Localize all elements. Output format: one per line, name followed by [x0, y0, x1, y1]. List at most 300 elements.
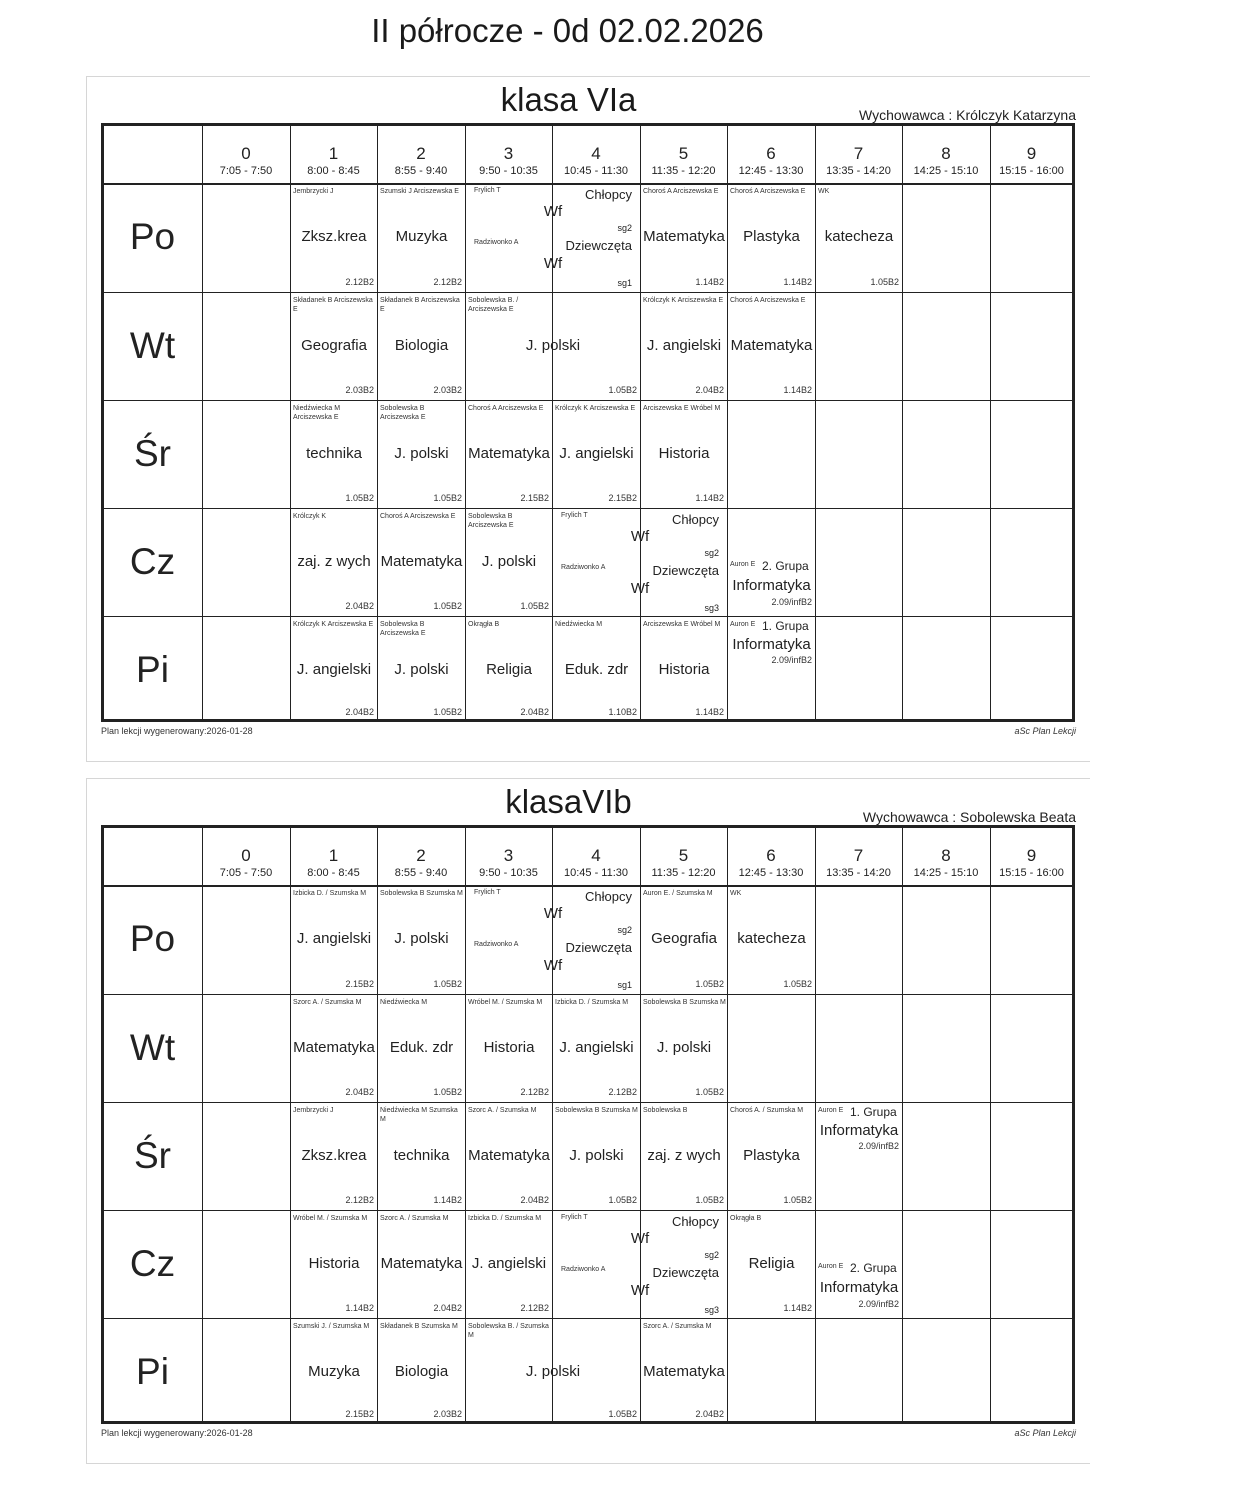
lesson-room: 1.05B2 [433, 707, 462, 717]
day-label: Śr [134, 433, 171, 474]
period-header [902, 828, 990, 885]
lesson-room: 1.05B2 [695, 1195, 724, 1205]
lesson-teacher: Sobolewska B Arciszewska E [380, 621, 426, 637]
lesson-cell [641, 617, 727, 722]
day-label: Wt [129, 1027, 176, 1068]
lesson-teacher: Izbicka D. / Szumska M [555, 999, 629, 1006]
lesson-group: 2. Grupa [850, 1261, 897, 1275]
lesson-teacher: Frylich T [474, 889, 501, 896]
lesson-subject: Historia [658, 445, 710, 462]
lesson-room: 2.12B2 [345, 1195, 374, 1205]
lesson-teacher: Frylich T [561, 512, 588, 519]
lesson-teacher: Składanek B Arciszewska E [293, 297, 373, 313]
generated-note: Plan lekcji wygenerowany:2026-01-28 [101, 726, 253, 736]
lesson-group: Chłopcy [585, 187, 632, 202]
lesson-teacher: Choroś A Arciszewska E [730, 188, 806, 195]
lesson-subgroup: sg1 [617, 980, 632, 990]
lesson-cell [378, 509, 465, 616]
lesson-subject: J. polski [481, 553, 537, 570]
lesson-teacher: Auron E [730, 621, 756, 628]
lesson-cell [553, 1103, 640, 1210]
lesson-teacher: Radziwonko A [561, 1266, 606, 1273]
lesson-room: 1.05B2 [783, 1195, 812, 1205]
lesson-teacher: Choroś A. / Szumska M [730, 1107, 804, 1114]
lesson-subgroup: sg2 [617, 925, 632, 935]
grid-column-line [902, 126, 903, 719]
period-header [377, 828, 465, 885]
day-label: Po [129, 918, 176, 959]
lesson-cell [728, 293, 815, 400]
lesson-cell [466, 509, 552, 616]
class-title: klasaVIb [505, 783, 632, 820]
lesson-cell [466, 1103, 552, 1210]
lesson-cell [466, 401, 552, 508]
lesson-subject: J. polski [394, 930, 449, 947]
lesson-room: 2.12B2 [608, 1087, 637, 1097]
lesson-cell [291, 995, 377, 1102]
lesson-teacher: Radziwonko A [561, 564, 606, 571]
lesson-cell [466, 995, 552, 1102]
lesson-room: 1.05B2 [433, 601, 462, 611]
lesson-teacher: Szorc A. / Szumska M [293, 999, 362, 1006]
period-time: 7:05 - 7:50 [219, 867, 273, 879]
lesson-cell [378, 1319, 465, 1424]
period-time: 9:50 - 10:35 [479, 165, 538, 177]
lesson-subject: Informatyka [732, 577, 811, 594]
lesson-group: Dziewczęta [652, 1265, 719, 1280]
day-label: Cz [129, 541, 176, 582]
lesson-subject: J. angielski [296, 930, 372, 947]
lesson-group: 1. Grupa [850, 1105, 897, 1119]
period-header [377, 126, 465, 183]
lesson-subject: J. angielski [559, 445, 634, 462]
lesson-room: 2.04B2 [695, 385, 724, 395]
lesson-group: Chłopcy [672, 512, 719, 527]
lesson-room: 2.03B2 [433, 1409, 462, 1419]
lesson-cell [728, 1103, 815, 1210]
lesson-teacher: Choroś A Arciszewska E [643, 188, 719, 195]
period-number: 8 [941, 144, 951, 163]
document-title: II półrocze - 0d 02.02.2026 [371, 12, 764, 49]
lesson-cell [553, 401, 640, 508]
lesson-subject: Religia [748, 1255, 795, 1272]
period-number: 5 [678, 144, 689, 163]
lesson-group: Dziewczęta [565, 940, 632, 955]
lesson-teacher: Auron E [818, 1107, 844, 1114]
lesson-group: 1. Grupa [762, 619, 809, 633]
period-time: 8:55 - 9:40 [394, 165, 448, 177]
lesson-subject: Biologia [394, 1363, 449, 1380]
lesson-subject: Muzyka [395, 228, 448, 245]
lesson-teacher: Okrągła B [468, 621, 500, 628]
lesson-room: 2.04B2 [345, 1087, 374, 1097]
lesson-room: 2.04B2 [520, 1195, 549, 1205]
lesson-room: 1.14B2 [695, 707, 724, 717]
lesson-teacher: Frylich T [474, 187, 501, 194]
period-time: 9:50 - 10:35 [479, 867, 538, 879]
lesson-room: 2.12B2 [345, 277, 374, 287]
day-label: Śr [134, 1135, 171, 1176]
period-number: 6 [766, 846, 776, 865]
lesson-subgroup: sg3 [704, 603, 719, 613]
lesson-subject: J. angielski [471, 1255, 547, 1272]
day-label: Cz [129, 1243, 176, 1284]
period-time: 12:45 - 13:30 [738, 165, 804, 177]
lesson-subject: Wf [630, 580, 650, 597]
lesson-teacher: Choroś A Arciszewska E [730, 297, 806, 304]
lesson-cell [378, 995, 465, 1102]
lesson-subject: J. angielski [559, 1039, 634, 1056]
lesson-room: 1.14B2 [783, 1303, 812, 1313]
lesson-subgroup: sg2 [704, 548, 719, 558]
lesson-teacher: Królczyk K Arciszewska E [643, 297, 724, 304]
lesson-cell [728, 509, 815, 616]
lesson-subject: technika [306, 445, 362, 462]
lesson-teacher: Wróbel M. / Szumska M [293, 1215, 368, 1222]
lesson-subject: Historia [308, 1255, 360, 1272]
lesson-subject: Informatyka [819, 1122, 899, 1139]
day-label: Pi [136, 649, 169, 690]
lesson-cell [466, 886, 640, 994]
lesson-subject: Matematyka [293, 1039, 375, 1056]
lesson-room: 1.14B2 [783, 277, 812, 287]
lesson-subject: J. polski [525, 337, 581, 354]
lesson-cell [728, 886, 815, 994]
lesson-room: 2.04B2 [345, 707, 374, 717]
lesson-subject: Informatyka [732, 636, 811, 653]
lesson-teacher: Sobolewska B Arciszewska E [380, 405, 426, 421]
lesson-cell [553, 1211, 727, 1318]
lesson-subject: Zksz.krea [301, 1147, 367, 1164]
lesson-cell [291, 1319, 377, 1424]
lesson-group: Dziewczęta [652, 563, 719, 578]
lesson-cell [466, 184, 640, 292]
lesson-subject: Eduk. zdr [564, 661, 629, 678]
lesson-room: 1.14B2 [345, 1303, 374, 1313]
lesson-room: 1.05B2 [608, 385, 637, 395]
period-header [640, 828, 727, 885]
lesson-cell [291, 401, 377, 508]
timetable-grid [101, 123, 1075, 722]
lesson-subject: Wf [543, 905, 563, 922]
period-header [990, 126, 1073, 183]
lesson-room: 2.15B2 [520, 493, 549, 503]
lesson-subject: Geografia [301, 337, 367, 354]
lesson-subject: katecheza [824, 228, 894, 245]
lesson-teacher: Choroś A Arciszewska E [380, 513, 456, 520]
lesson-room: 1.05B2 [345, 493, 374, 503]
lesson-subject: Wf [543, 255, 563, 272]
lesson-subject: Matematyka [643, 228, 725, 245]
lesson-teacher: Radziwonko A [474, 941, 519, 948]
period-number: 3 [503, 846, 514, 865]
lesson-cell [378, 617, 465, 722]
lesson-cell [466, 293, 640, 400]
period-number: 2 [416, 144, 426, 163]
lesson-room: 1.14B2 [695, 277, 724, 287]
lesson-cell [553, 617, 640, 722]
lesson-room: 1.05B2 [608, 1409, 637, 1419]
period-header [465, 126, 552, 183]
period-header [202, 828, 290, 885]
class-title: klasa VIa [500, 81, 637, 118]
lesson-subject: Matematyka [730, 337, 813, 354]
lesson-subject: Religia [486, 661, 532, 678]
timetable-grid [101, 825, 1075, 1424]
lesson-cell [291, 886, 377, 994]
class-teacher: Wychowawca : Królczyk Katarzyna [859, 107, 1076, 123]
period-header [727, 126, 815, 183]
lesson-teacher: Składanek B Arciszewska E [380, 297, 460, 313]
lesson-subject: J. polski [525, 1363, 581, 1380]
lesson-cell [553, 509, 727, 616]
grid-column-line [202, 126, 203, 719]
lesson-room: 2.12B2 [520, 1303, 549, 1313]
period-time: 8:00 - 8:45 [307, 165, 360, 177]
timetable-sheet-6b [86, 778, 1090, 1464]
lesson-room: 2.09/infB2 [771, 597, 812, 607]
lesson-cell [641, 184, 727, 292]
lesson-teacher: Jembrzycki J [293, 188, 334, 195]
period-time: 12:45 - 13:30 [738, 867, 804, 879]
period-time: 10:45 - 11:30 [563, 165, 628, 177]
period-number: 5 [678, 846, 689, 865]
software-credit: aSc Plan Lekcji [1014, 726, 1076, 736]
lesson-cell [466, 617, 552, 722]
lesson-room: 1.05B2 [783, 979, 812, 989]
lesson-teacher: Okrągła B [730, 1215, 762, 1222]
period-header [552, 126, 640, 183]
lesson-subject: Matematyka [643, 1363, 725, 1380]
lesson-teacher: Niedźwiecka M Arciszewska E [293, 405, 341, 421]
period-header [640, 126, 727, 183]
lesson-cell [466, 1211, 552, 1318]
lesson-subject: Historia [658, 661, 710, 678]
period-time: 8:00 - 8:45 [307, 867, 360, 879]
lesson-room: 1.05B2 [433, 979, 462, 989]
lesson-cell [378, 1211, 465, 1318]
lesson-room: 2.04B2 [520, 707, 549, 717]
lesson-subject: Matematyka [380, 553, 463, 570]
lesson-subject: Matematyka [468, 1147, 550, 1164]
lesson-teacher: Sobolewska B. / Arciszewska E [468, 297, 519, 313]
lesson-cell [466, 1319, 640, 1424]
lesson-teacher: Szumski J Arciszewska E [380, 188, 459, 195]
lesson-room: 1.05B2 [433, 493, 462, 503]
period-number: 7 [853, 846, 864, 865]
grid-column-line [990, 828, 991, 1421]
lesson-teacher: Szorc A. / Szumska M [643, 1323, 712, 1330]
lesson-subject: Geografia [651, 930, 717, 947]
lesson-teacher: Frylich T [561, 1214, 588, 1221]
lesson-cell [816, 184, 902, 292]
lesson-room: 2.15B2 [345, 979, 374, 989]
period-number: 2 [416, 846, 426, 865]
lesson-subject: Wf [630, 528, 650, 545]
lesson-subject: zaj. z wych [647, 1147, 721, 1164]
lesson-room: 2.09/infB2 [858, 1299, 899, 1309]
period-time: 13:35 - 14:20 [826, 165, 891, 177]
lesson-cell [553, 995, 640, 1102]
period-number: 3 [503, 144, 514, 163]
lesson-teacher: Niedźwiecka M [555, 621, 603, 628]
lesson-teacher: Sobolewska B Szumska M [380, 890, 463, 897]
lesson-cell [378, 293, 465, 400]
period-time: 8:55 - 9:40 [394, 867, 448, 879]
lesson-cell [378, 401, 465, 508]
day-label: Pi [136, 1351, 169, 1392]
period-header [727, 828, 815, 885]
lesson-teacher: Jembrzycki J [293, 1107, 334, 1114]
lesson-cell [641, 1319, 727, 1424]
lesson-group: Chłopcy [672, 1214, 719, 1229]
timetable-sheet-6a [86, 76, 1090, 762]
lesson-room: 1.05B2 [695, 1087, 724, 1097]
day-label: Wt [129, 325, 176, 366]
lesson-subject: J. angielski [296, 661, 372, 678]
lesson-room: 2.04B2 [695, 1409, 724, 1419]
period-number: 1 [328, 144, 339, 163]
lesson-teacher: Sobolewska B Arciszewska E [468, 513, 514, 529]
period-number: 6 [766, 144, 776, 163]
lesson-subject: Informatyka [819, 1279, 899, 1296]
lesson-cell [291, 509, 377, 616]
lesson-cell [291, 184, 377, 292]
lesson-teacher: Sobolewska B [643, 1107, 688, 1114]
day-label: Po [129, 216, 176, 257]
lesson-teacher: Szorc A. / Szumska M [380, 1215, 449, 1222]
period-time: 10:45 - 11:30 [563, 867, 628, 879]
period-number: 9 [1026, 144, 1037, 163]
period-time: 11:35 - 12:20 [651, 165, 716, 177]
lesson-room: 1.14B2 [433, 1195, 462, 1205]
lesson-teacher: Królczyk K [293, 513, 327, 520]
lesson-teacher: Sobolewska B Szumska M [643, 999, 726, 1006]
lesson-room: 1.05B2 [695, 979, 724, 989]
lesson-cell [641, 995, 727, 1102]
lesson-subject: technika [393, 1147, 450, 1164]
lesson-cell [728, 617, 815, 722]
lesson-teacher: Królczyk K Arciszewska E [293, 621, 374, 628]
lesson-room: 2.12B2 [520, 1087, 549, 1097]
lesson-subject: J. polski [656, 1039, 712, 1056]
period-time: 14:25 - 15:10 [913, 867, 979, 879]
lesson-room: 1.14B2 [695, 493, 724, 503]
period-header [290, 126, 377, 183]
lesson-teacher: Radziwonko A [474, 239, 519, 246]
software-credit: aSc Plan Lekcji [1014, 1428, 1076, 1438]
period-header [815, 126, 902, 183]
lesson-group: Dziewczęta [565, 238, 632, 253]
lesson-room: 2.03B2 [345, 385, 374, 395]
period-time: 11:35 - 12:20 [651, 867, 716, 879]
period-time: 14:25 - 15:10 [913, 165, 979, 177]
lesson-room: 1.05B2 [870, 277, 899, 287]
lesson-subject: Plastyka [743, 228, 800, 245]
generated-note: Plan lekcji wygenerowany:2026-01-28 [101, 1428, 253, 1438]
lesson-cell [641, 401, 727, 508]
period-number: 0 [241, 144, 251, 163]
lesson-subject: zaj. z wych [297, 553, 371, 570]
lesson-teacher: Wróbel M. / Szumska M [468, 999, 543, 1006]
lesson-room: 1.10B2 [608, 707, 637, 717]
lesson-cell [641, 1103, 727, 1210]
lesson-teacher: Auron E. / Szumska M [643, 890, 713, 897]
lesson-teacher: WK [818, 188, 830, 195]
lesson-cell [291, 1211, 377, 1318]
period-header [902, 126, 990, 183]
lesson-room: 1.05B2 [433, 1087, 462, 1097]
period-number: 7 [853, 144, 864, 163]
grid-column-line [902, 828, 903, 1421]
lesson-teacher: WK [730, 890, 742, 897]
lesson-subject: Eduk. zdr [389, 1039, 454, 1056]
lesson-subject: Wf [543, 957, 563, 974]
period-header [990, 828, 1073, 885]
lesson-teacher: Izbicka D. / Szumska M [293, 890, 367, 897]
lesson-subject: Historia [483, 1039, 535, 1056]
lesson-subject: Wf [630, 1230, 650, 1247]
lesson-teacher: Arciszewska E Wróbel M [643, 621, 721, 628]
period-header [202, 126, 290, 183]
lesson-cell [378, 886, 465, 994]
period-time: 15:15 - 16:00 [999, 867, 1064, 879]
lesson-cell [291, 293, 377, 400]
period-header [290, 828, 377, 885]
lesson-subject: Wf [543, 203, 563, 220]
lesson-room: 2.09/infB2 [858, 1141, 899, 1151]
lesson-teacher: Składanek B Szumska M [380, 1323, 458, 1330]
lesson-room: 1.14B2 [783, 385, 812, 395]
period-header [815, 828, 902, 885]
lesson-teacher: Niedźwiecka M [380, 999, 428, 1006]
lesson-subject: J. polski [569, 1147, 624, 1164]
period-time: 15:15 - 16:00 [999, 165, 1064, 177]
class-teacher: Wychowawca : Sobolewska Beata [862, 809, 1076, 825]
lesson-group: Chłopcy [585, 889, 632, 904]
lesson-cell [816, 1211, 902, 1318]
lesson-room: 2.04B2 [345, 601, 374, 611]
lesson-cell [816, 1103, 902, 1210]
lesson-cell [291, 617, 377, 722]
period-header [552, 828, 640, 885]
lesson-subject: Biologia [394, 337, 449, 354]
lesson-subgroup: sg3 [704, 1305, 719, 1315]
lesson-subject: Plastyka [743, 1147, 800, 1164]
lesson-room: 2.09/infB2 [771, 655, 812, 665]
lesson-cell [641, 886, 727, 994]
period-number: 4 [591, 846, 601, 865]
lesson-room: 2.15B2 [345, 1409, 374, 1419]
lesson-subject: J. polski [394, 661, 449, 678]
lesson-room: 2.15B2 [608, 493, 637, 503]
lesson-cell [641, 293, 727, 400]
lesson-teacher: Szorc A. / Szumska M [468, 1107, 537, 1114]
lesson-subject: J. angielski [646, 337, 722, 354]
lesson-teacher: Choroś A Arciszewska E [468, 405, 544, 412]
lesson-cell [291, 1103, 377, 1210]
lesson-subject: katecheza [737, 930, 806, 947]
lesson-subject: Wf [630, 1282, 650, 1299]
lesson-subject: Matematyka [468, 445, 550, 462]
lesson-subgroup: sg2 [617, 223, 632, 233]
grid-column-line [202, 828, 203, 1421]
lesson-cell [728, 1211, 815, 1318]
period-number: 9 [1026, 846, 1037, 865]
lesson-subject: Zksz.krea [301, 228, 367, 245]
lesson-subgroup: sg2 [704, 1250, 719, 1260]
lesson-teacher: Niedźwiecka M Szumska M [380, 1107, 458, 1123]
